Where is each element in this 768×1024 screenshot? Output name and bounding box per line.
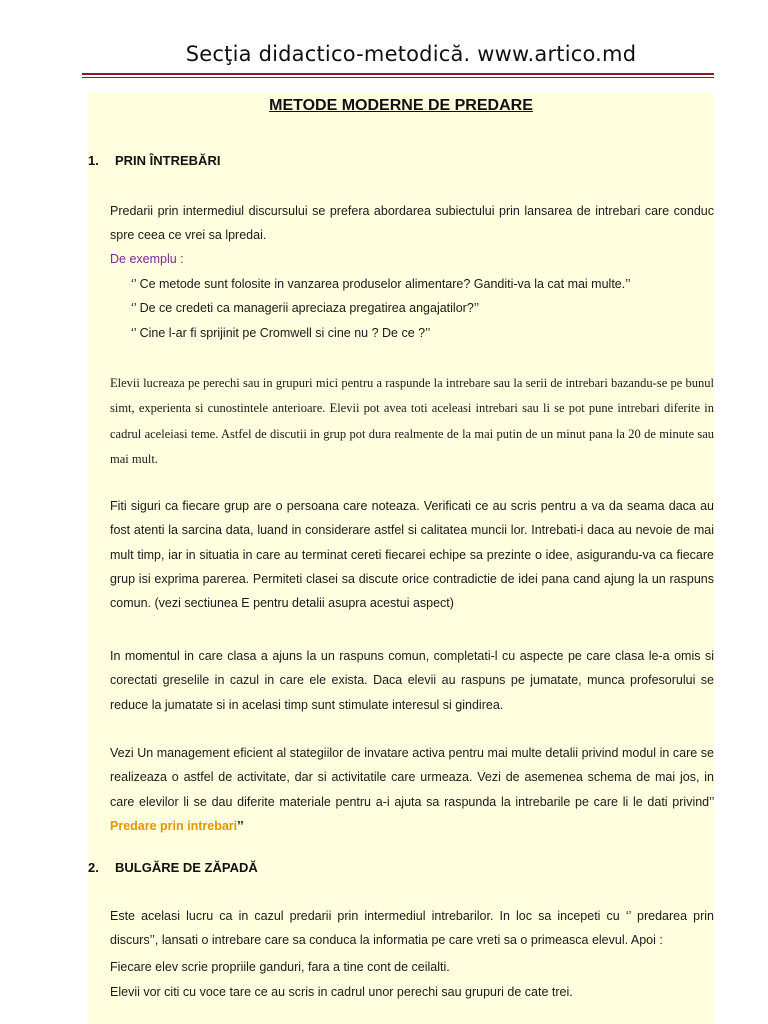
example-label: De exemplu :: [110, 252, 184, 266]
example-question: ‘’ Ce metode sunt folosite in vanzarea produselor alimentare? Ganditi-va la cat mai multe.’’: [131, 277, 631, 291]
closing-quote: ’’: [237, 818, 244, 833]
header-divider-thin: [82, 77, 714, 78]
document-title: METODE MODERNE DE PREDARE: [269, 97, 533, 114]
page-header-title: Secţia didactico-metodică. www.artico.md: [185, 42, 637, 66]
snowball-step: Fiecare elev scrie propriile ganduri, fara a tine cont de ceilalti.: [110, 960, 450, 974]
section-title: PRIN ÎNTREBĂRI: [115, 153, 221, 168]
common-answer-paragraph: In momentul in care clasa a ajuns la un raspuns comun, completati-l cu aspecte pe care clasa le-a omis si corectati greselile in cazul in care ele exista. Daca elevii au raspuns pe jumatate, munca profesorului se reduce la jumatate si in acelasi timp sunt stimulate interesul si gindirea.: [110, 649, 714, 712]
example-question: ‘’ De ce credeti ca managerii apreciaza pregatirea angajatilor?’’: [131, 301, 480, 315]
snowball-paragraph: Este acelasi lucru ca in cazul predarii prin intermediul intrebarilor. In loc sa incepeti cu ‘’ predarea prin discurs’’, lansati o intrebare care sa conduca la informatia pe care vreti sa o primeasca elevul. Apoi :: [110, 909, 714, 948]
management-reference-text: Vezi Un management eficient al stategiilor de invatare activa pentru mai multe detalii privind modul in care se realizeaza o astfel de activitate, dar si activitatile care urmeaza. Vezi de asemenea schema de mai jos, in care elevilor li se dau diferite materiale pentru a-i ajuta sa raspunda la intrebarile pe care li le dati privind’’: [110, 746, 714, 809]
example-question: ‘’ Cine l-ar fi sprijinit pe Cromwell si cine nu ? De ce ?’’: [131, 326, 431, 340]
section-number: 1.: [88, 153, 99, 168]
header-divider: [82, 73, 714, 75]
management-reference-paragraph: [110, 741, 714, 838]
section-title: BULGĂRE DE ZĂPADĂ: [115, 860, 258, 875]
verification-paragraph: Fiti siguri ca fiecare grup are o persoana care noteaza. Verificati ce au scris pentru a va da seama daca au fost atenti la sarcina data, luand in considerare astfel si calitatea muncii lor. Intrebati-i daca au nevoie de mai mult timp, iar in situatia in care au terminat cereti fiecarei echipe sa prezinte o idee, asigurandu-va ca fiecare grup isi exprima parerea. Permiteti clasei sa discute orice contradictie de idei pana cand ajung la un raspuns comun. (vezi sectiunea E pentru detalii asupra acestui aspect): [110, 499, 714, 611]
predare-prin-intrebari-link[interactable]: Predare prin intrebari: [110, 818, 238, 833]
group-work-paragraph: Elevii lucreaza pe perechi sau in grupuri mici pentru a raspunde la intrebare sau la serii de intrebari bazandu-se pe bunul simt, experienta si cunostintele anterioare. Elevii pot avea toti aceleasi intrebari sau li se pot pune intrebari diferite in cadrul aceleiasi teme. Astfel de discutii in grup pot dura realmente de la mai putin de un minut pana la 20 de minute sau mai mult.: [110, 376, 714, 466]
snowball-step: Elevii vor citi cu voce tare ce au scris in cadrul unor perechi sau grupuri de cate trei.: [110, 985, 573, 999]
intro-paragraph: Predarii prin intermediul discursului se prefera abordarea subiectului prin lansarea de intrebari care conduc spre ceea ce vrei sa lpredai.: [110, 204, 714, 243]
section-number: 2.: [88, 860, 99, 875]
